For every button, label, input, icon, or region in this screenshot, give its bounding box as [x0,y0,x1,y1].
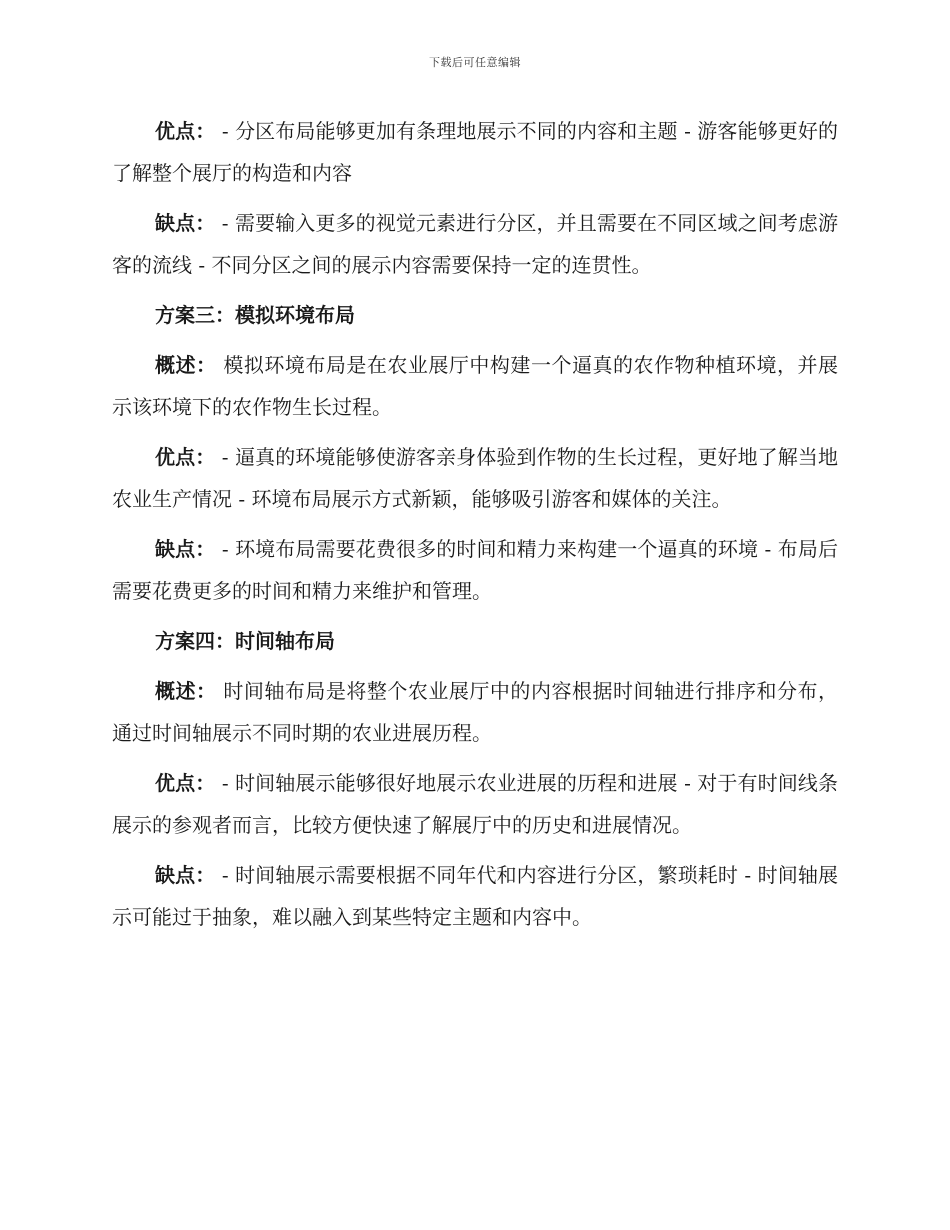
document-body [112,110,838,946]
cons-label: 缺点： [155,537,216,561]
pros-text: - 时间轴展示能够很好地展示农业进展的历程和进展 - 对于有时间线条展示的参观者而言，比较方便快速了解展厅中的历史和进展情况。 [112,771,839,837]
cons-paragraph [112,202,838,286]
overview-text: 时间轴布局是将整个农业展厅中的内容根据时间轴进行排序和分布，通过时间轴展示不同时期的农业进展历程。 [112,679,839,745]
overview-label: 概述： [155,353,217,377]
page-header: 下载后可任意编辑 [429,56,521,69]
pros-label: 优点： [155,119,216,143]
cons-text: - 时间轴展示需要根据不同年代和内容进行分区，繁琐耗时 - 时间轴展示可能过于抽象，难以融入到某些特定主题和内容中。 [112,863,839,929]
overview-paragraph [112,344,838,428]
cons-text: - 需要输入更多的视觉元素进行分区，并且需要在不同区域之间考虑游客的流线 - 不同分区之间的展示内容需要保持一定的连贯性。 [112,211,838,277]
pros-paragraph [112,762,838,846]
pros-label: 优点： [155,771,216,795]
pros-paragraph [112,110,838,194]
overview-label: 概述： [155,679,217,703]
section-heading-plan-three: 方案三：模拟环境布局 [155,303,355,327]
pros-text: - 分区布局能够更加有条理地展示不同的内容和主题 - 游客能够更好的了解整个展厅的构造和内容 [112,119,839,185]
overview-text: 模拟环境布局是在农业展厅中构建一个逼真的农作物种植环境，并展示该环境下的农作物生长过程。 [112,353,839,419]
overview-paragraph [112,670,838,754]
cons-paragraph [112,854,838,938]
cons-text: - 环境布局需要花费很多的时间和精力来构建一个逼真的环境 - 布局后需要花费更多的时间和精力来维护和管理。 [112,537,839,603]
cons-paragraph [112,528,838,612]
cons-label: 缺点： [155,211,216,235]
pros-text: - 逼真的环境能够使游客亲身体验到作物的生长过程，更好地了解当地农业生产情况 - 环境布局展示方式新颖，能够吸引游客和媒体的关注。 [112,445,838,511]
pros-paragraph [112,436,838,520]
section-heading-plan-four: 方案四：时间轴布局 [155,629,335,653]
pros-label: 优点： [155,445,216,469]
cons-label: 缺点： [155,863,216,887]
